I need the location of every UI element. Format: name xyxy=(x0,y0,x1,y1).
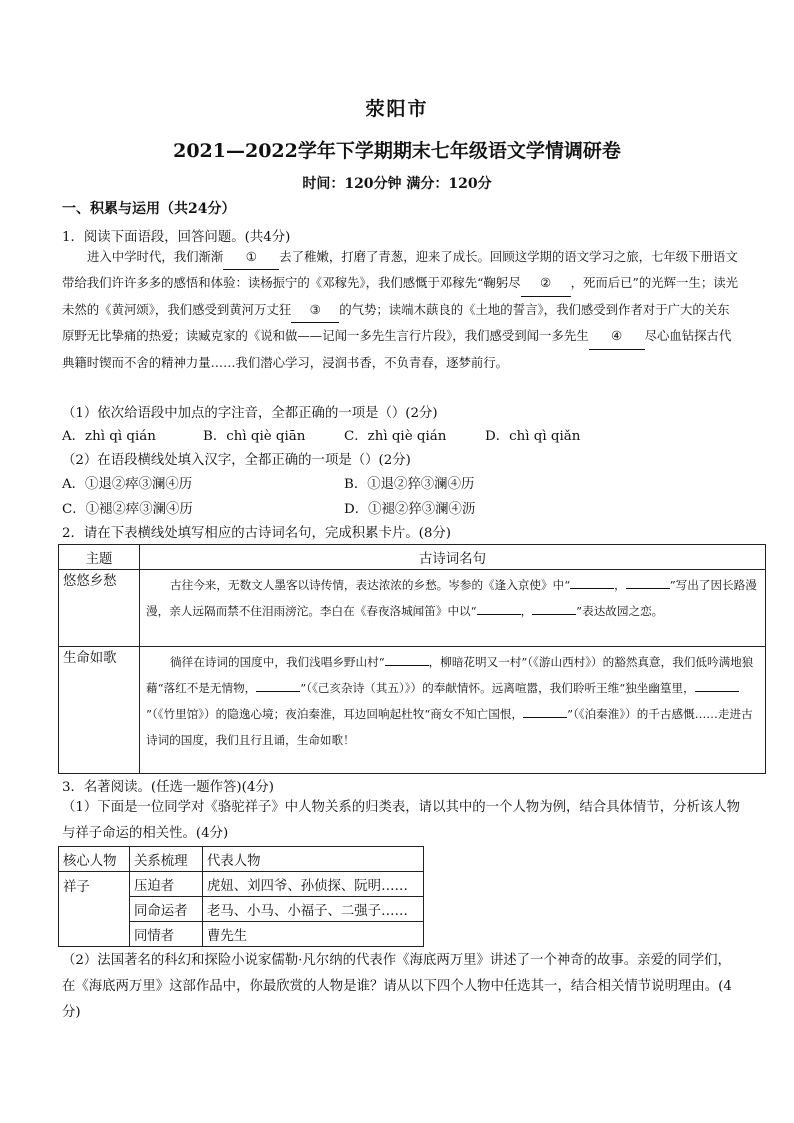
city-title: 荥阳市 xyxy=(365,98,429,120)
character-table xyxy=(58,846,424,947)
card-text: ”（《竹里馆》）的隐逸心境；夜泊秦淮，耳边回响起杜牧“商女不知亡国恨， xyxy=(146,707,524,721)
people-cell: 虎妞、刘四爷、孙侦探、阮明…… xyxy=(203,872,424,897)
table-row xyxy=(59,647,766,774)
passage-text: ，死而后已”的光辉一生；读光未然的《黄河颂》，我们感受到黄河万丈狂 xyxy=(62,275,739,317)
q1-sub2-option-d: D．①褪②猝③澜④沥 xyxy=(344,502,476,517)
passage-text: 进入中学时代，我们渐渐 xyxy=(87,249,224,264)
q1-sub1-option-d: D．chì qì qiǎn xyxy=(485,429,581,444)
table-row xyxy=(59,570,766,647)
card-text: ， xyxy=(520,604,533,618)
passage-text: 去了稚嫩，打磨了青葱，迎来了成长。回顾这学期的语文学习之旅，七年级下册语文带给我们许许多多的感悟和体验：读杨振宁的《邓稼先》，我们感慨于邓稼先“鞠躬尽 xyxy=(62,249,738,291)
header-people: 代表人物 xyxy=(203,847,424,872)
q1-sub2-option-b: B．①退②猝③澜④历 xyxy=(344,477,475,492)
card-text: ”写出了因长路漫漫，亲人远隔而禁不住泪雨滂沱。李白在《春夜洛城闻笛》中以“ xyxy=(146,578,757,618)
people-cell: 曹先生 xyxy=(203,922,424,947)
q3-sub2: （2）法国著名的科幻和探险小说家儒勒·凡尔纳的代表作《海底两万里》讲述了一个神奇的故事。亲爱的同学们，在《海底两万里》这部作品中，你最欣赏的人物是谁？请从以下四个人物中任选其一，结合相关情节说明理由。(4分) xyxy=(62,953,732,1020)
passage-text: 的气势；读端木蕻良的《土地的誓言》，我们感受到作者对于广大的关东原野无比挚痛的热爱；读臧克家的《说和做——记闻一多先生言行片段》，我们感受到闻一多先生 xyxy=(62,301,730,344)
table-header-row xyxy=(59,847,424,872)
fill-blank xyxy=(695,679,739,692)
header-core: 核心人物 xyxy=(59,847,130,872)
row-theme: 生命如歌 xyxy=(59,647,140,774)
core-person: 祥子 xyxy=(59,872,130,947)
poetry-card-table xyxy=(58,544,766,774)
people-cell: 老马、小马、小福子、二强子…… xyxy=(203,897,424,922)
row-theme: 悠悠乡愁 xyxy=(59,570,140,647)
card-text: ”（《己亥杂诗（其五）》）的奉献情怀。远离喧嚣，我们聆听王维“独坐幽篁里， xyxy=(300,681,695,695)
q1-sub1-option-c: C．zhì qiè qián xyxy=(344,429,447,444)
relation-cell: 压迫者 xyxy=(130,872,203,897)
q3-prompt: 3．名著阅读。(任选一题作答)(4分) xyxy=(62,780,275,795)
q2-prompt: 2．请在下表横线处填写相应的古诗词名句，完成积累卡片。(8分) xyxy=(62,526,452,541)
table-row xyxy=(59,872,424,897)
header-relation: 关系梳理 xyxy=(130,847,203,872)
passage-blank-2: ② xyxy=(521,270,571,296)
passage-blank-1: ① xyxy=(223,244,279,270)
q1-sub2-prompt: （2）在语段横线处填入汉字，全都正确的一项是（）(2分) xyxy=(62,453,411,468)
card-text: ”（《泊秦淮》）的千古感慨……走进古诗词的国度，我们且行且诵，生命如歌！ xyxy=(146,707,753,747)
passage-text: 尽心血钻探古代典籍时锲而不舍的精神力量……我们潜心学习，浸润书香，不负青春，逐梦前行。 xyxy=(62,328,732,370)
relation-cell: 同命运者 xyxy=(130,897,203,922)
card-text: ，柳暗花明又一村”（《游山西村》）的豁然真意，我们低吟满地狼藉“落红不是无情物， xyxy=(146,655,754,695)
fill-blank xyxy=(570,576,614,589)
passage-blank-4: ④ xyxy=(589,323,645,349)
q1-sub1-option-b: B．chì qiè qiān xyxy=(203,429,306,444)
header-poetry: 古诗词名句 xyxy=(140,545,766,570)
card-text: 古往今来，无数文人墨客以诗传情，表达浓浓的乡愁。岑参的《逢入京使》中“ xyxy=(170,578,571,592)
row-content xyxy=(140,647,766,774)
fill-blank xyxy=(532,602,576,615)
q3-sub1: （1）下面是一位同学对《骆驼祥子》中人物关系的归类表，请以其中的一个人物为例，结合具体情节，分析该人物与祥子命运的相关性。(4分) xyxy=(62,800,741,841)
relation-cell: 同情者 xyxy=(130,922,203,947)
q1-sub2-option-c: C．①褪②瘁③澜④历 xyxy=(62,502,193,517)
fill-blank xyxy=(523,705,567,718)
card-text: ， xyxy=(614,578,626,592)
row-content xyxy=(140,570,766,647)
q1-sub1-prompt: （1）依次给语段中加点的字注音，全都正确的一项是（）(2分) xyxy=(62,406,438,421)
q1-sub1-option-a: A．zhì qì qián xyxy=(62,429,156,444)
card-text: ”表达故园之恋。 xyxy=(576,604,664,618)
exam-meta: 时间：120分钟 满分：120分 xyxy=(302,176,492,192)
fill-blank xyxy=(256,679,300,692)
fill-blank xyxy=(626,576,670,589)
exam-title: 2021—2022学年下学期期末七年级语文学情调研卷 xyxy=(173,140,621,162)
fill-blank xyxy=(477,602,521,615)
q1-prompt: 1．阅读下面语段，回答问题。(共4分) xyxy=(62,230,291,245)
section-heading: 一、积累与运用（共24分） xyxy=(62,201,236,217)
card-text: 徜徉在诗词的国度中，我们浅唱乡野山村“ xyxy=(170,655,385,669)
q1-sub2-option-a: A．①退②瘁③澜④历 xyxy=(62,477,193,492)
q1-passage xyxy=(62,244,738,375)
passage-blank-3: ③ xyxy=(291,297,339,323)
fill-blank xyxy=(385,653,429,666)
table-header-row xyxy=(59,545,766,570)
header-theme: 主题 xyxy=(59,545,140,570)
